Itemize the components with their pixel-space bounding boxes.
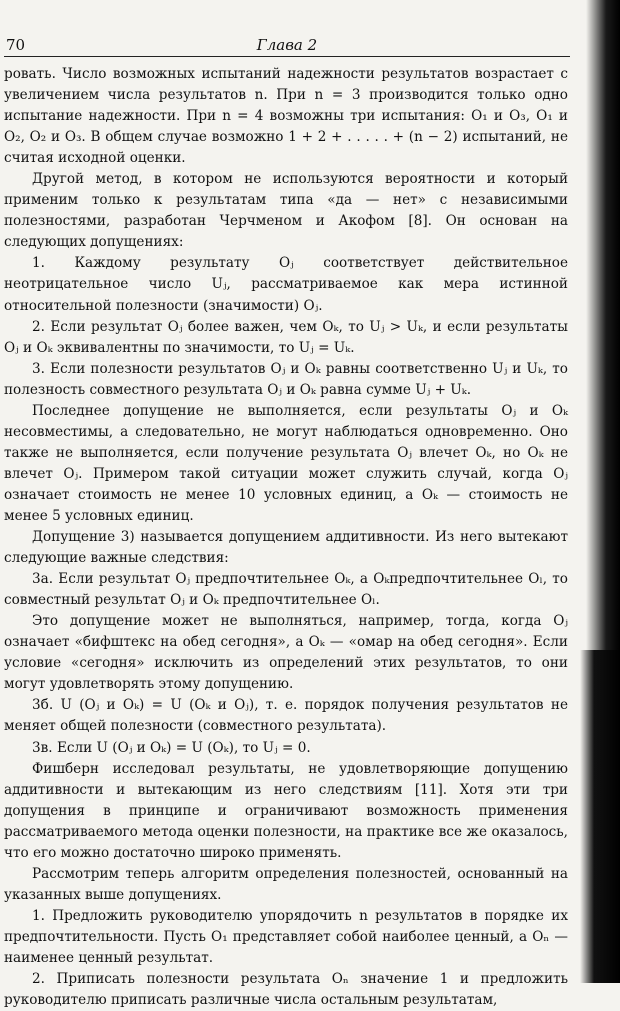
paragraph: ровать. Число возможных испытаний надежности результатов возрастает с увеличением числа результатов n. При n = 3 производится только одно испытание надежности. При n = 4 возможны три испытания: O₁ и O₃, O₁ и O₂, O₂ и O₃. В общем случае возможно 1 + 2 + . . . . . + (n − 2) испытаний, не считая исходной оценки. bbox=[4, 66, 568, 167]
paragraph: 3а. Если результат Oⱼ предпочтительнее Oₖ, а Oₖпредпочтительнее Oₗ, то совместный результат Oⱼ и Oₖ предпочтительнее Oₗ. bbox=[4, 571, 568, 609]
paragraph: 2. Если результат Oⱼ более важен, чем Oₖ, то Uⱼ > Uₖ, и если результаты Oⱼ и Oₖ эквивалентны по значимости, то Uⱼ = Uₖ. bbox=[4, 318, 568, 356]
paragraph: 1. Каждому результату Oⱼ соответствует действительное неотрицательное число Uⱼ, рассматриваемое как мера истинной относительной полезности (значимости) Oⱼ. bbox=[4, 255, 568, 314]
paragraph: Последнее допущение не выполняется, если результаты Oⱼ и Oₖ несовместимы, а следовательно, не могут наблюдаться одновременно. Оно также не выполняется, если получение результата Oⱼ влечет Oₖ, но Oₖ не влечет Oⱼ. Примером такой ситуации может служить случай, когда Oⱼ означает стоимость не менее 10 условных единиц, а Oₖ — стоимость не менее 5 условных единиц. bbox=[4, 402, 568, 524]
page-body bbox=[4, 64, 568, 1011]
paragraph: Фишберн исследовал результаты, не удовлетворяющие допущению аддитивности и вытекающим из него следствиям [11]. Хотя эти три допущения в принципе и ограничивают возможность применения рассматриваемого метода оценки полезности, на практике все же оказалось, что его можно достаточно широко применять. bbox=[4, 760, 568, 861]
page-header bbox=[4, 34, 570, 57]
paragraph: Рассмотрим теперь алгоритм определения полезностей, основанный на указанных выше допущениях. bbox=[4, 865, 568, 903]
paragraph: Допущение 3) называется допущением аддитивности. Из него вытекают следующие важные следствия: bbox=[4, 529, 568, 567]
page-number: 70 bbox=[6, 36, 26, 54]
paragraph: Это допущение может не выполняться, например, тогда, когда Oⱼ означает «бифштекс на обед сегодня», а Oₖ — «омар на обед сегодня». Если условие «сегодня» исключить из определений этих результатов, то они могут удовлетворять этому допущению. bbox=[4, 613, 568, 693]
paragraph: 2. Приписать полезности результата Oₙ значение 1 и предложить руководителю приписать различные числа остальным результатам, bbox=[4, 971, 568, 1009]
paragraph: 3в. Если U (Oⱼ и Oₖ) = U (Oₖ), то Uⱼ = 0. bbox=[32, 739, 311, 756]
paragraph: 3б. U (Oⱼ и Oₖ) = U (Oₖ и Oⱼ), т. е. порядок получения результатов не меняет общей полезности (совместного результата). bbox=[4, 697, 568, 735]
paragraph: 1. Предложить руководителю упорядочить n результатов в порядке их предпочтительности. Пусть O₁ представляет собой наиболее ценный, а Oₙ — наименее ценный результат. bbox=[4, 907, 568, 966]
book-spine-shadow-lower bbox=[580, 650, 620, 983]
paragraph: Другой метод, в котором не используются вероятности и который применим только к результатам типа «да — нет» с независимыми полезностями, разработан Черчменом и Акофом [8]. Он основан на следующих допущениях: bbox=[4, 171, 568, 251]
paragraph: 3. Если полезности результатов Oⱼ и Oₖ равны соответственно Uⱼ и Uₖ, то полезность совместного результата Oⱼ и Oₖ равна сумме Uⱼ + Uₖ. bbox=[4, 360, 568, 398]
chapter-title: Глава 2 bbox=[256, 36, 318, 54]
